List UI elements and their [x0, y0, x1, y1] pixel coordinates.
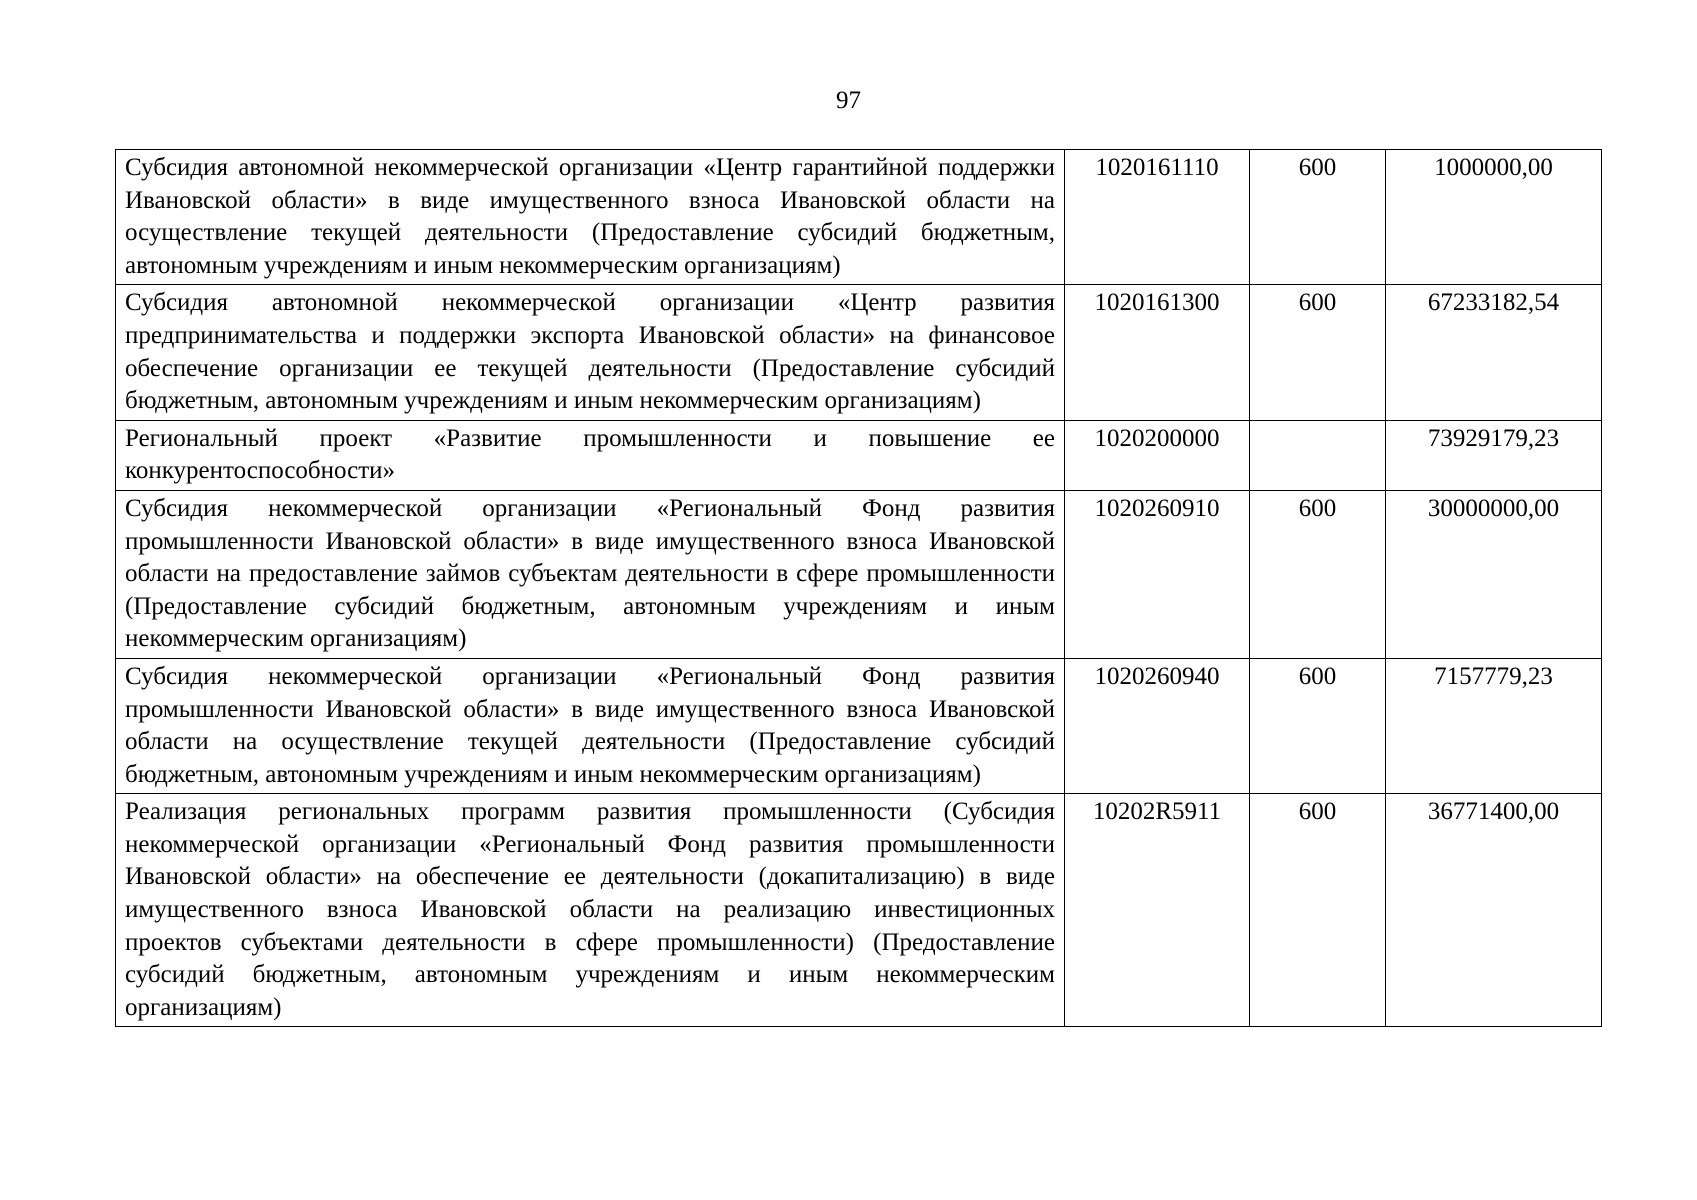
- table-row: [116, 150, 1602, 285]
- row-amount: 36771400,00: [1386, 794, 1602, 1027]
- row-expense-kind: 600: [1250, 658, 1386, 793]
- table-row: [116, 658, 1602, 793]
- row-description: Субсидия некоммерческой организации «Региональный Фонд развития промышленности Ивановской области» в виде имущественного взноса Ивановской области на осуществление текущей деятельности (Предоставление субсидий бюджетным, автономным учреждениям и иным некоммерческим организациям): [116, 658, 1065, 793]
- page-number: 97: [836, 87, 861, 114]
- row-amount: 1000000,00: [1386, 150, 1602, 285]
- row-target-code: 1020260910: [1065, 490, 1250, 658]
- row-description: Реализация региональных программ развития промышленности (Субсидия некоммерческой организации «Региональный Фонд развития промышленности Ивановской области» на обеспечение ее деятельности (докапитализацию) в виде имущественного взноса Ивановской области на реализацию инвестиционных проектов субъектами деятельности в сфере промышленности) (Предоставление субсидий бюджетным, автономным учреждениям и иным некоммерческим организациям): [116, 794, 1065, 1027]
- row-amount: 73929179,23: [1386, 420, 1602, 490]
- row-expense-kind: 600: [1250, 150, 1386, 285]
- row-amount: 30000000,00: [1386, 490, 1602, 658]
- row-expense-kind: 600: [1250, 794, 1386, 1027]
- row-amount: 67233182,54: [1386, 285, 1602, 420]
- row-target-code: 1020200000: [1065, 420, 1250, 490]
- row-target-code: 1020161300: [1065, 285, 1250, 420]
- row-expense-kind: [1250, 420, 1386, 490]
- row-target-code: 10202R5911: [1065, 794, 1250, 1027]
- row-expense-kind: 600: [1250, 285, 1386, 420]
- row-expense-kind: 600: [1250, 490, 1386, 658]
- row-description: Субсидия автономной некоммерческой организации «Центр гарантийной поддержки Ивановской области» в виде имущественного взноса Ивановской области на осуществление текущей деятельности (Предоставление субсидий бюджетным, автономным учреждениям и иным некоммерческим организациям): [116, 150, 1065, 285]
- row-amount: 7157779,23: [1386, 658, 1602, 793]
- table-row: [116, 794, 1602, 1027]
- table-row: [116, 420, 1602, 490]
- budget-table: [115, 149, 1602, 1027]
- row-description: Субсидия некоммерческой организации «Региональный Фонд развития промышленности Ивановской области» в виде имущественного взноса Ивановской области на предоставление займов субъектам деятельности в сфере промышленности (Предоставление субсидий бюджетным, автономным учреждениям и иным некоммерческим организациям): [116, 490, 1065, 658]
- row-target-code: 1020161110: [1065, 150, 1250, 285]
- table-row: [116, 285, 1602, 420]
- row-target-code: 1020260940: [1065, 658, 1250, 793]
- row-description: Субсидия автономной некоммерческой организации «Центр развития предпринимательства и поддержки экспорта Ивановской области» на финансовое обеспечение организации ее текущей деятельности (Предоставление субсидий бюджетным, автономным учреждениям и иным некоммерческим организациям): [116, 285, 1065, 420]
- table-row: [116, 490, 1602, 658]
- row-description: Региональный проект «Развитие промышленности и повышение ее конкурентоспособности»: [116, 420, 1065, 490]
